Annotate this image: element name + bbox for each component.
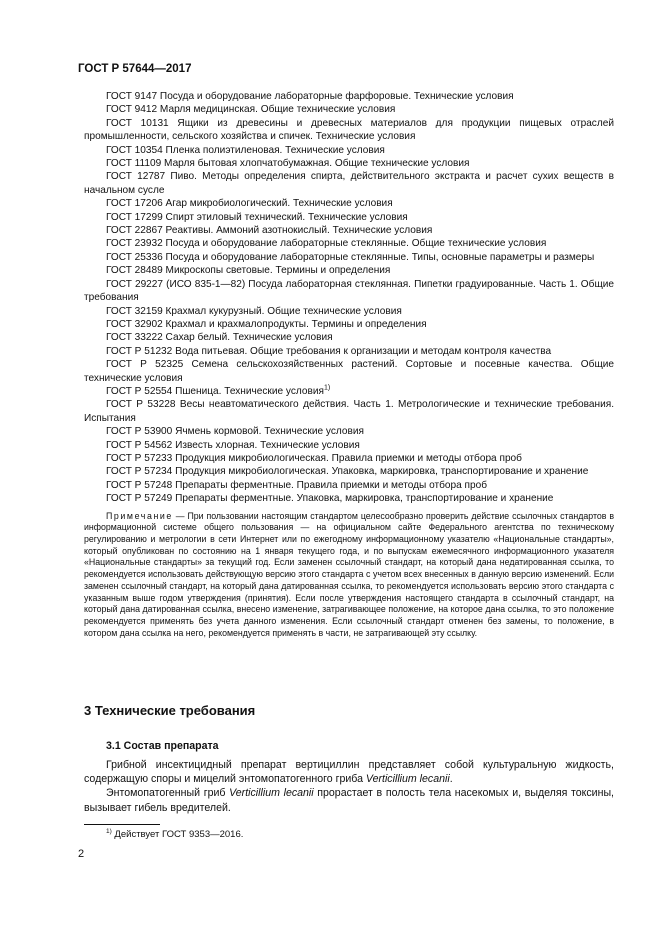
section-heading: 3 Технические требования xyxy=(84,703,256,718)
footnote-divider xyxy=(84,824,160,825)
reference-text: ГОСТ 12787 Пиво. Методы определения спирта, действительного экстракта и расчет сухих веществ в начальном сусле xyxy=(84,171,614,196)
reference-text: ГОСТ 23932 Посуда и оборудование лабораторные стеклянные. Общие технические условия xyxy=(106,238,547,250)
reference-item xyxy=(84,264,614,277)
reference-text: ГОСТ 17299 Спирт этиловый технический. Технические условия xyxy=(106,211,408,223)
footnote-text: Действует ГОСТ 9353—2016. xyxy=(111,829,244,841)
reference-text: ГОСТ Р 57234 Продукция микробиологическая. Упаковка, маркировка, транспортирование и хранение xyxy=(106,466,589,478)
reference-item xyxy=(84,452,614,465)
reference-text: ГОСТ Р 51232 Вода питьевая. Общие требования к организации и методам контроля качества xyxy=(106,345,552,357)
body-text: Энтомопатогенный гриб xyxy=(106,787,230,800)
reference-text: ГОСТ Р 53900 Ячмень кормовой. Технические условия xyxy=(106,426,364,438)
reference-item xyxy=(84,398,614,425)
reference-text: ГОСТ 17206 Агар микробиологический. Технические условия xyxy=(106,198,393,210)
reference-item xyxy=(84,170,614,197)
reference-item xyxy=(84,465,614,478)
reference-item xyxy=(84,197,614,210)
reference-text: ГОСТ 28489 Микроскопы световые. Термины и определения xyxy=(106,265,391,277)
reference-text: ГОСТ 11109 Марля бытовая хлопчатобумажная. Общие технические условия xyxy=(106,158,470,170)
reference-item xyxy=(84,305,614,318)
reference-item xyxy=(84,90,614,103)
reference-text: ГОСТ Р 57249 Препараты ферментные. Упаковка, маркировка, транспортирование и хранение xyxy=(106,493,554,505)
footnote xyxy=(106,828,243,840)
body-text: Грибной инсектицидный препарат вертициллин представляет собой культуральную жидкость, содержащую споры и мицелий энтомопатогенного гриба xyxy=(84,759,614,786)
reference-item xyxy=(84,224,614,237)
reference-text: ГОСТ 9147 Посуда и оборудование лабораторные фарфоровые. Технические условия xyxy=(106,91,514,102)
normative-references-list xyxy=(84,90,614,639)
reference-item xyxy=(84,237,614,250)
species-name: Verticillium lecanii xyxy=(365,773,450,786)
reference-text: ГОСТ Р 57248 Препараты ферментные. Правила приемки и методы отбора проб xyxy=(106,479,488,491)
section-body xyxy=(84,758,614,815)
body-paragraph xyxy=(84,758,614,786)
reference-item xyxy=(84,331,614,344)
reference-item xyxy=(84,358,614,385)
subsection-heading: 3.1 Состав препарата xyxy=(106,740,219,752)
body-text: . xyxy=(449,773,453,786)
reference-text: ГОСТ 22867 Реактивы. Аммоний азотнокислый. Технические условия xyxy=(106,225,433,237)
reference-item xyxy=(84,157,614,170)
reference-text: ГОСТ Р 52325 Семена сельскохозяйственных растений. Сортовые и посевные качества. Общие технические условия xyxy=(84,359,614,384)
reference-item xyxy=(84,425,614,438)
reference-item xyxy=(84,278,614,305)
reference-item xyxy=(84,492,614,505)
reference-text: ГОСТ Р 53228 Весы неавтоматического действия. Часть 1. Метрологические и технические требования. Испытания xyxy=(84,399,614,424)
reference-text: ГОСТ 10131 Ящики из древесины и древесных материалов для продукции пищевых отраслей промышленности, сельского хозяйства и спичек. Технические условия xyxy=(84,117,614,143)
reference-text: ГОСТ 29227 (ИСО 835-1—82) Посуда лабораторная стеклянная. Пипетки градуированные. Часть 1. Общие требования xyxy=(84,278,614,304)
reference-item xyxy=(84,117,614,144)
reference-text: ГОСТ 10354 Пленка полиэтиленовая. Технические условия xyxy=(106,144,385,156)
note-paragraph xyxy=(84,511,614,640)
reference-item xyxy=(84,318,614,331)
reference-item xyxy=(84,251,614,264)
reference-text: ГОСТ Р 57233 Продукция микробиологическая. Правила приемки и методы отбора проб xyxy=(106,452,522,464)
reference-item xyxy=(84,439,614,452)
reference-text: ГОСТ 32902 Крахмал и крахмалопродукты. Термины и определения xyxy=(106,318,427,330)
reference-text: ГОСТ 9412 Марля медицинская. Общие технические условия xyxy=(106,104,396,116)
reference-item xyxy=(84,103,614,116)
body-text: прорастает в полость тела насекомых и, выделяя токсины, вызывает гибель вредителей. xyxy=(84,787,614,814)
document-header: ГОСТ Р 57644—2017 xyxy=(78,63,192,75)
reference-text: ГОСТ Р 52554 Пшеница. Технические условия xyxy=(106,385,324,397)
body-paragraph xyxy=(84,786,614,814)
footnote-ref: 1) xyxy=(323,384,331,392)
reference-item xyxy=(84,144,614,157)
reference-text: ГОСТ 32159 Крахмал кукурузный. Общие технические условия xyxy=(106,305,402,317)
footnote-mark: 1) xyxy=(106,828,112,835)
note-text: — При пользовании настоящим стандартом целесообразно проверить действие ссылочных стандартов в информационной системе общего пользования — на официальном сайте Федерального агентства по техническому регулированию и метрологии в сети Интернет или по ежегодному информационному указателю «Национальные стандарты», который опубликован по состоянию на 1 января текущего года, и по выпускам ежемесячного информационного указателя «Национальные стандарты» за текущий год. Если заменен ссылочный стандарт, на который дана недатированная ссылка, то рекомендуется использовать действующую версию этого стандарта с учетом всех внесенных в данную версию изменений. Если заменен ссылочный стандарт, на который дана датированная ссылка, то рекомендуется использовать версию этого стандарта с указанным выше годом утверждения (принятия). Если после утверждения настоящего стандарта в ссылочный стандарт, на который дана датированная ссылка, внесено изменение, затрагивающее положение, на которое дана ссылка, то это положение рекомендуется применять без учета данного изменения. Если ссылочный стандарт отменен без замены, то положение, в котором дана ссылка на него, рекомендуется применять в части, не затрагивающей эту ссылку. xyxy=(84,510,614,638)
species-name: Verticillium lecanii xyxy=(229,787,314,800)
reference-item xyxy=(84,479,614,492)
note-label: Примечание xyxy=(106,510,173,521)
reference-item xyxy=(84,345,614,358)
reference-text: ГОСТ 25336 Посуда и оборудование лабораторные стеклянные. Типы, основные параметры и размеры xyxy=(106,251,595,263)
reference-item xyxy=(84,385,614,398)
reference-text: ГОСТ 33222 Сахар белый. Технические условия xyxy=(106,332,333,344)
reference-text: ГОСТ Р 54562 Известь хлорная. Технические условия xyxy=(106,439,360,451)
page-number: 2 xyxy=(78,848,85,860)
reference-item xyxy=(84,211,614,224)
